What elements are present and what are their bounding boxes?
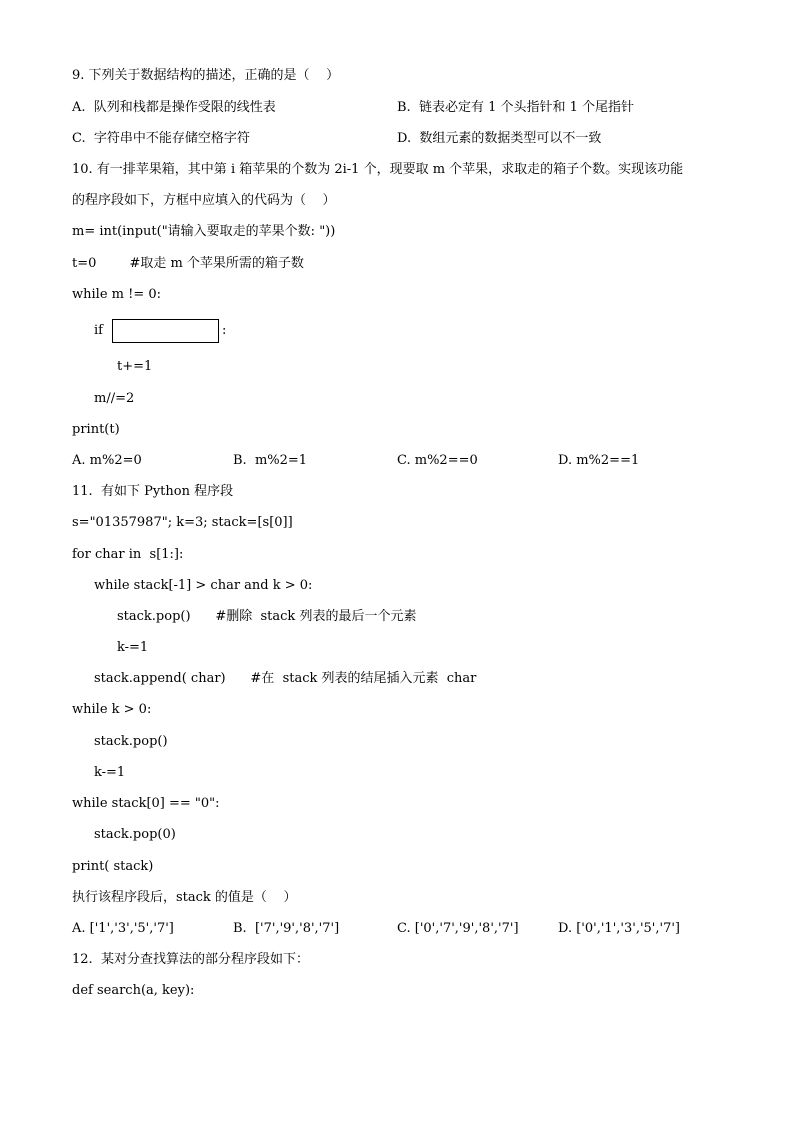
q11-code-line-while-k: while k > 0: [72,702,152,717]
q11-option-c: C. ['0','7','9','8','7'] [397,921,519,936]
q11-code-line-k-decrement2: k-=1 [94,765,126,780]
q11-code-line-append: stack.append( char) #在 stack 列表的结尾插入元素 char [94,671,477,686]
q11-code-line-inner-while: while stack[-1] > char and k > 0: [94,578,313,593]
q10-option-a: A. m%2=0 [72,453,142,468]
q10-code-if-keyword: if [94,323,103,338]
q11-code-line-k-decrement: k-=1 [117,640,149,655]
q11-option-d: D. ['0','1','3','5','7'] [558,921,680,936]
q10-code-line-input: m= int(input("请输入要取走的苹果个数: ")) [72,224,336,239]
q11-question: 执行该程序段后，stack 的值是（ ） [72,890,297,905]
q10-answer-blank-box[interactable] [112,319,219,343]
q11-stem: 11. 有如下 Python 程序段 [72,484,234,499]
q10-code-line-divide: m//=2 [94,391,135,406]
q11-option-b: B. ['7','9','8','7'] [233,921,340,936]
q11-code-line-pop2: stack.pop() [94,734,168,749]
q10-code-line-print: print(t) [72,422,120,437]
q9-option-d: D. 数组元素的数据类型可以不一致 [397,131,602,146]
q10-code-line-t: t=0 #取走 m 个苹果所需的箱子数 [72,256,304,271]
q9-option-b: B. 链表必定有 1 个头指针和 1 个尾指针 [397,100,635,115]
q10-option-d: D. m%2==1 [558,453,640,468]
q11-code-line-pop0: stack.pop(0) [94,827,176,842]
q11-option-a: A. ['1','3','5','7'] [72,921,174,936]
q10-stem-line2: 的程序段如下，方框中应填入的代码为（ ） [72,193,336,208]
q11-code-line-init: s="01357987"; k=3; stack=[s[0]] [72,515,293,530]
q11-code-line-pop: stack.pop() #删除 stack 列表的最后一个元素 [117,609,417,624]
q10-option-c: C. m%2==0 [397,453,478,468]
q10-stem-line1: 10. 有一排苹果箱，其中第 i 箱苹果的个数为 2i-1 个，现要取 m 个苹果，求取走的箱子个数。实现该功能 [72,162,684,177]
q9-stem: 9. 下列关于数据结构的描述，正确的是（ ） [72,68,340,83]
q10-option-b: B. m%2=1 [233,453,308,468]
q10-code-line-while: while m != 0: [72,287,162,302]
q12-stem: 12. 某对分查找算法的部分程序段如下： [72,952,309,967]
q11-code-line-print: print( stack) [72,859,154,874]
q9-option-a: A. 队列和栈都是操作受限的线性表 [72,100,276,115]
q10-code-line-increment: t+=1 [117,359,153,374]
q12-code-line-def: def search(a, key): [72,983,195,998]
q10-code-if-colon: : [222,323,227,338]
q9-option-c: C. 字符串中不能存储空格字符 [72,131,250,146]
q11-code-line-while-zero: while stack[0] == "0": [72,796,220,811]
q11-code-line-for: for char in s[1:]: [72,547,184,562]
